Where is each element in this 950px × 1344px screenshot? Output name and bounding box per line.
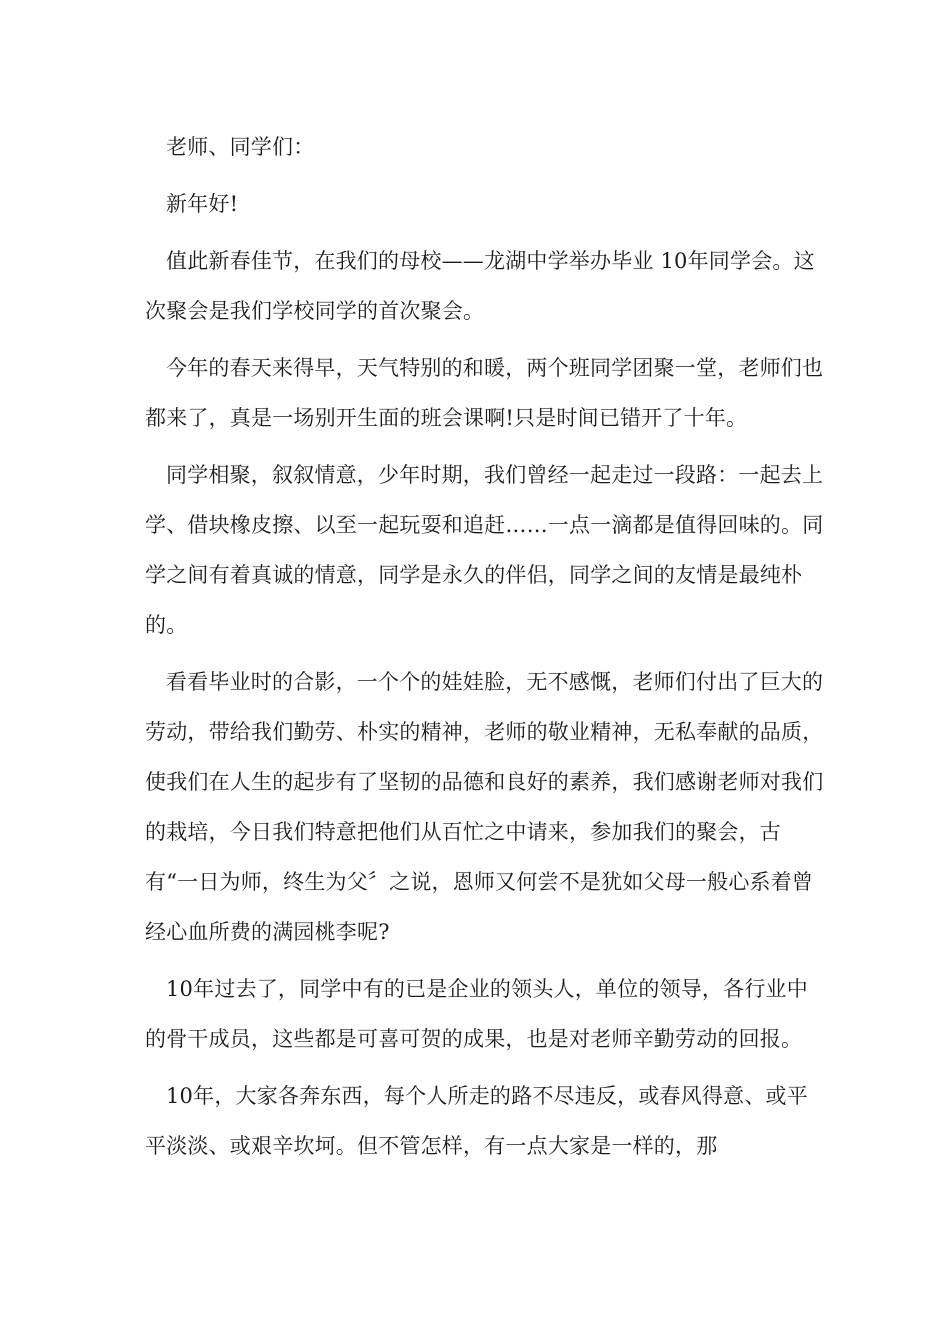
speech-body [145,122,825,1178]
paragraph-spring: 今年的春天来得早，天气特别的和暖，两个班同学团聚一堂，老师们也都来了，真是一场别开生面的班会课啊!只是时间已错开了十年。 [145,356,824,430]
greeting: 新年好! [166,192,239,216]
paragraph-ten-years-achievements: 10年过去了，同学中有的已是企业的领头人，单位的领导，各行业中的骨干成员，这些都是可喜可贺的成果，也是对老师辛勤劳动的回报。 [145,977,808,1051]
paragraph-intro: 值此新春佳节，在我们的母校——龙湖中学举办毕业 10年同学会。这次聚会是我们学校同学的首次聚会。 [145,249,815,323]
paragraph-classmates: 同学相聚，叙叙情意，少年时期，我们曾经一起走过一段路：一起去上学、借块橡皮擦、以至一起玩耍和追赶……一点一滴都是值得回味的。同学之间有着真诚的情意，同学是永久的伴侣，同学之间的友情是最纯朴的。 [145,463,824,637]
paragraph-teachers: 看看毕业时的合影，一个个的娃娃脸，无不感慨，老师们付出了巨大的劳动，带给我们勤劳、朴实的精神，老师的敬业精神，无私奉献的品质，使我们在人生的起步有了坚韧的品德和良好的素养，我们感谢老师对我们的栽培，今日我们特意把他们从百忙之中请来，参加我们的聚会，古有“一日为师，终生为父〞之说，恩师又何尝不是犹如父母一般心系着曾经心血所费的满园桃李呢? [145,670,824,944]
salutation: 老师、同学们： [166,135,315,159]
paragraph-ten-years-paths: 10年，大家各奔东西，每个人所走的路不尽违反，或春风得意、或平平淡淡、或艰辛坎坷。但不管怎样，有一点大家是一样的，那 [145,1084,808,1158]
